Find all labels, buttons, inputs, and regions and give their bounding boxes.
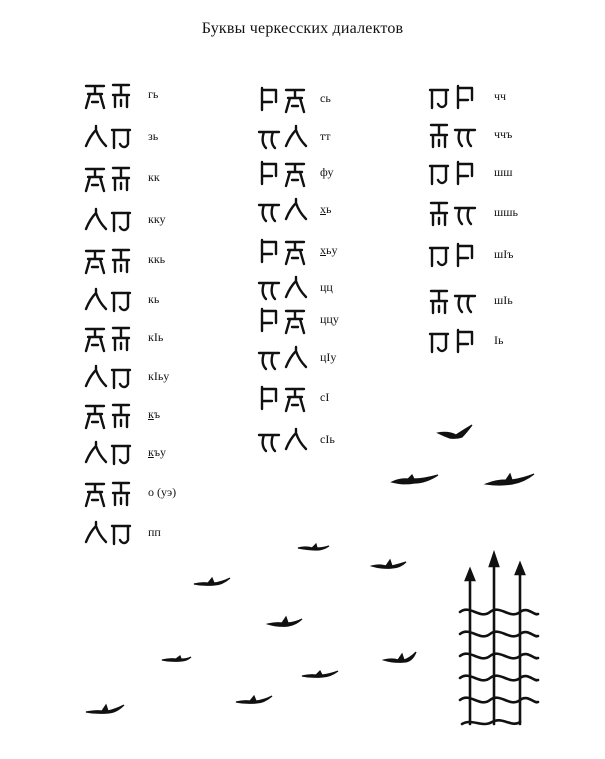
letter-label: кку [148,212,166,226]
letter-label: зь [148,129,159,143]
letter-label: пп [148,525,161,539]
bird-icon [486,474,534,485]
letter-label: чч [494,89,507,103]
letter-label: Iь [494,333,504,347]
letter-label: ккь [148,252,166,266]
bird-icon [392,475,438,484]
bird-icon [302,671,338,677]
bird-icon [162,656,191,661]
letter-label: ццу [320,312,339,326]
bird-icon [236,696,272,703]
letter-label: къ [148,407,161,421]
letter-label: шш [494,165,513,179]
letter-label: шшь [494,205,518,219]
letter-label: къу [148,445,167,459]
bird-icon [268,617,302,626]
arrow-ladder-icon [460,554,538,724]
letter-label: сIь [320,432,335,446]
letter-label: сI [320,390,330,404]
letter-label: сь [320,91,331,105]
letter-label: цц [320,280,333,294]
page-title: Буквы черкесских диалектов [201,20,404,37]
letter-label: фу [320,165,334,179]
bird-icon [194,578,230,585]
letter-label: гь [148,87,159,101]
letter-label: о (уэ) [148,485,177,499]
bird-icon [438,425,472,438]
letter-label: шIь [494,293,513,307]
letter-label: кь [148,292,160,306]
letter-label: ччъ [494,127,513,141]
letter-label: цIу [320,350,337,364]
letter-label: кIьу [148,369,170,383]
bird-icon [298,544,329,550]
bird-icon [384,652,416,662]
letter-label: тт [320,129,331,143]
letter-label: шIъ [494,247,514,261]
letter-label: кIь [148,330,164,344]
letter-label: хь [320,202,332,216]
bird-icon [372,560,406,568]
letter-label: хьу [320,243,338,257]
bird-icon [86,705,124,713]
letter-label: кк [148,170,160,184]
